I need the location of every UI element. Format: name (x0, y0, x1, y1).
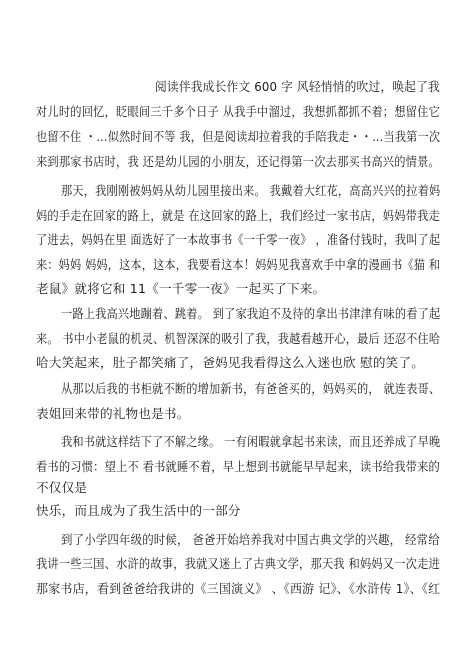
body-line: 我讲一些三国、水浒的故事，我就又迷上了古典文学，那天我 和妈妈又一次走进 (36, 556, 440, 571)
body-line: 来到那家书店时，我 还是幼儿园的小朋友，还记得第一次去那买书高兴的情景。 (36, 154, 440, 169)
body-line: 快乐，而且成为了我生活中的一部分 (36, 503, 241, 518)
body-line: 来：妈妈 妈妈，这本，这本，我要看这本！妈妈见我喜欢手中拿的漫画书《猫 和 (36, 257, 441, 272)
paragraph-start: 我和书就这样结下了不解之缘。 一有闲暇就拿起书来读，而且还养成了早晚 (61, 434, 441, 449)
body-line: 不仅仅是 (36, 480, 88, 495)
paragraph-start: 一路上我高兴地蹦着、跳着。 到了家我迫不及待的拿出书津津有味的看了起 (61, 306, 441, 321)
body-line: 来。 书中小老鼠的机灵、机智深深的吸引了我，我越看越开心，最后 还忍不住哈 (36, 331, 441, 346)
body-line: 那家书店，看到爸爸给我讲的《三国演义》 、《西游 记》、《水浒传 1》、《红 (36, 581, 441, 596)
title-line: 阅读伴我成长作文 600 字 风轻悄悄的吹过，唤起了我 (155, 79, 440, 94)
body-line: 妈的手走在回家的路上，就是 在这回家的路上，我们经过一家书店，妈妈带我走 (36, 208, 440, 223)
body-line: 了进去，妈妈在里 面选好了一本故事书《一千零一夜》 ，准备付钱时，我叫了起 (36, 232, 441, 247)
body-line: 哈大笑起来，肚子都笑痛了，爸妈见我看得这么入迷也欣 慰的笑了。 (36, 355, 425, 370)
body-line: 老鼠》就将它和 11《一千零一夜》一起买了下来。 (36, 281, 326, 296)
body-line: 也留不住 ・…似然时间不等 我，但是阅读却拉着我的手陪我走・・…当我第一次 (36, 129, 441, 144)
paragraph-start: 从那以后我的书柜就不断的增加新书，有爸爸买的，妈妈买的， 就连表哥、 (61, 381, 441, 396)
body-line: 看书的习惯：望上不 看书就睡不着，早上想到书就能早早起来，读书给我带来的 (36, 459, 440, 474)
body-line: 表姐回来带的礼物也是书。 (36, 406, 190, 421)
paragraph-start: 那天，我刚刚被妈妈从幼儿园里接出来。 我戴着大红花，高高兴兴的拉着妈 (61, 183, 441, 198)
body-line: 对儿时的回忆，眨眼间三千多个日子 从我手中溜过，我想抓都抓不着；想留住它 (36, 104, 440, 119)
paragraph-start: 到了小学四年级的时候， 爸爸开始培养我对中国古典文学的兴趣， 经常给 (61, 532, 440, 547)
